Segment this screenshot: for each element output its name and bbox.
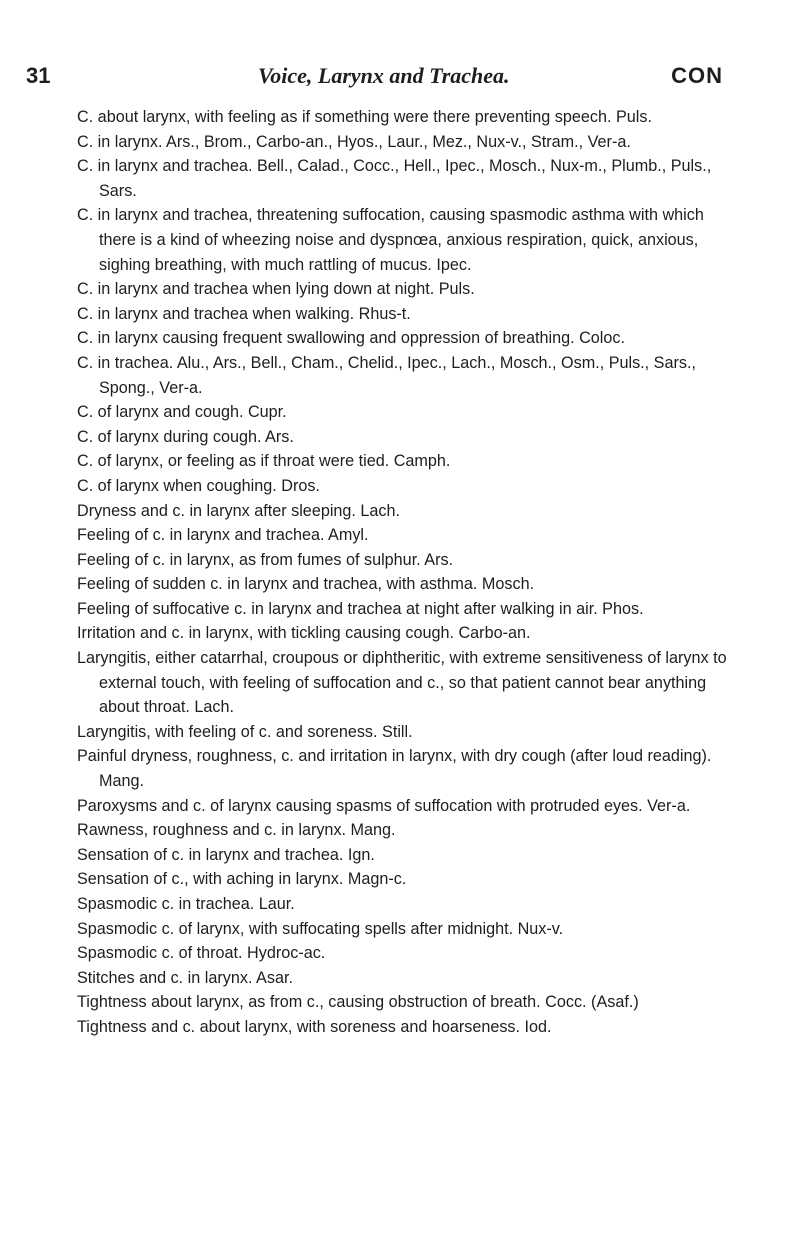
entry: Irritation and c. in larynx, with tickling causing cough. Carbo-an. bbox=[77, 624, 531, 643]
entry: Painful dryness, roughness, c. and irritation in larynx, with dry cough (after loud reading). Mang. bbox=[77, 747, 712, 791]
entry: Paroxysms and c. of larynx causing spasms of suffocation with protruded eyes. Ver-a. bbox=[77, 796, 691, 815]
entry: C. in trachea. Alu., Ars., Bell., Cham., Chelid., Ipec., Lach., Mosch., Osm., Puls., Sars., Spong., Ver-a. bbox=[77, 353, 696, 397]
catchword: CON bbox=[671, 63, 723, 88]
entry: Dryness and c. in larynx after sleeping. Lach. bbox=[77, 501, 401, 520]
entry: Feeling of suffocative c. in larynx and trachea at night after walking in air. Phos. bbox=[77, 599, 644, 618]
entry: C. of larynx and cough. Cupr. bbox=[77, 403, 287, 422]
entry: Laryngitis, with feeling of c. and soreness. Still. bbox=[77, 722, 413, 741]
entry: Rawness, roughness and c. in larynx. Mang. bbox=[77, 821, 396, 840]
entry: Sensation of c. in larynx and trachea. Ign. bbox=[77, 845, 375, 864]
running-head bbox=[26, 62, 723, 90]
entry: C. in larynx and trachea when lying down at night. Puls. bbox=[77, 280, 475, 299]
entry: Stitches and c. in larynx. Asar. bbox=[77, 968, 293, 987]
entry: Feeling of c. in larynx, as from fumes of sulphur. Ars. bbox=[77, 550, 454, 569]
entry: Spasmodic c. in trachea. Laur. bbox=[77, 895, 295, 913]
entry: C. in larynx. Ars., Brom., Carbo-an., Hyos., Laur., Mez., Nux-v., Stram., Ver-a. bbox=[77, 132, 631, 151]
entry: C. in larynx causing frequent swallowing and oppression of breathing. Coloc. bbox=[77, 329, 625, 348]
entry: C. of larynx during cough. Ars. bbox=[77, 427, 294, 446]
repertory-entries bbox=[77, 105, 727, 1040]
entry: C. of larynx when coughing. Dros. bbox=[77, 476, 320, 495]
running-title: Voice, Larynx and Trachea. bbox=[258, 63, 510, 88]
entry: Feeling of c. in larynx and trachea. Amyl. bbox=[77, 526, 369, 545]
entry: Sensation of c., with aching in larynx. Magn-c. bbox=[77, 870, 407, 889]
entry: Tightness about larynx, as from c., causing obstruction of breath. Cocc. (Asaf.) bbox=[77, 993, 639, 1012]
entry: C. in larynx and trachea. Bell., Calad., Cocc., Hell., Ipec., Mosch., Nux-m., Plumb., Puls., Sars. bbox=[77, 157, 712, 200]
entry: C. in larynx and trachea when walking. Rhus-t. bbox=[77, 304, 411, 323]
page-number: 31 bbox=[26, 63, 51, 88]
entry: Spasmodic c. of throat. Hydroc-ac. bbox=[77, 944, 326, 963]
entry: Feeling of sudden c. in larynx and trachea, with asthma. Mosch. bbox=[77, 575, 535, 594]
entry: Laryngitis, either catarrhal, croupous or diphtheritic, with extreme sensitiveness of larynx to external touch, with feeling of suffocation and c., so that patient cannot bear anything about throat. Lach. bbox=[77, 649, 727, 717]
entry: Spasmodic c. of larynx, with suffocating spells after midnight. Nux-v. bbox=[77, 919, 564, 938]
entry: C. of larynx, or feeling as if throat were tied. Camph. bbox=[77, 452, 451, 471]
entry: C. in larynx and trachea, threatening suffocation, causing spasmodic asthma with which there is a kind of wheezing noise and dyspnœa, anxious respiration, quick, anxious, sighing breathing, with much rattling of mucus. Ipec. bbox=[77, 206, 704, 274]
entry: Tightness and c. about larynx, with soreness and hoarseness. Iod. bbox=[77, 1017, 552, 1036]
entry: C. about larynx, with feeling as if something were there preventing speech. Puls. bbox=[77, 108, 652, 126]
